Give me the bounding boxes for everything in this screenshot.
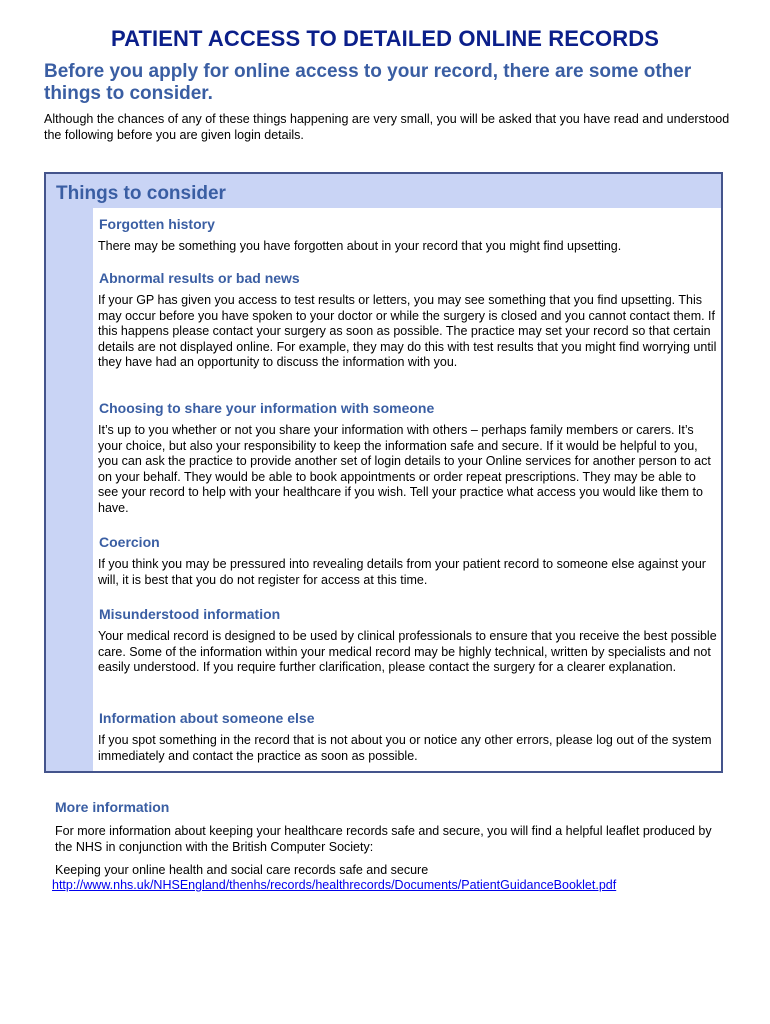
section-text: If you spot something in the record that is not about you or notice any other errors, please log out of the system immediately and contact the practice as soon as possible. xyxy=(98,733,712,763)
things-to-consider-panel xyxy=(44,172,723,773)
panel-body xyxy=(93,208,721,771)
page-subtitle: Before you apply for online access to your record, there are some other things to consider. xyxy=(44,61,692,104)
panel-title: Things to consider xyxy=(56,183,226,204)
leaflet-title: Keeping your online health and social care records safe and secure xyxy=(55,863,429,877)
section-coercion xyxy=(99,534,719,588)
section-forgotten-history xyxy=(99,216,719,255)
section-text: There may be something you have forgotten about in your record that you might find upsetting. xyxy=(98,239,622,253)
section-text: It’s up to you whether or not you share your information with others – perhaps family members or carers. It’s your choice, but also your responsibility to keep the information safe and secure. If it would be helpful to you, you can ask the practice to provide another set of login details to your Online services for another person to act on your behalf. They would be able to book appointments or order repeat prescriptions. They may be able to see your record to help with your healthcare if you wish. Tell your practice what access you would like them to have. xyxy=(98,423,711,515)
section-heading: Choosing to share your information with someone xyxy=(99,400,435,416)
section-abnormal-results xyxy=(99,270,719,371)
section-text: If you think you may be pressured into revealing details from your patient record to someone else against your will, it is best that you do not register for access at this time. xyxy=(98,557,706,587)
section-heading: Forgotten history xyxy=(99,216,215,232)
more-information-heading: More information xyxy=(55,799,170,815)
page-title: PATIENT ACCESS TO DETAILED ONLINE RECORDS xyxy=(110,26,660,51)
more-information-text: For more information about keeping your healthcare records safe and secure, you will find a helpful leaflet produced by the NHS in conjunction with the British Computer Society: xyxy=(55,824,712,854)
section-information-about-someone-else xyxy=(99,710,719,764)
section-sharing-information xyxy=(99,400,719,516)
intro-paragraph: Although the chances of any of these things happening are very small, you will be asked that you have read and understood the following before you are given login details. xyxy=(44,112,730,142)
section-heading: Misunderstood information xyxy=(99,606,281,622)
section-heading: Information about someone else xyxy=(99,710,315,726)
section-text: If your GP has given you access to test results or letters, you may see something that you find upsetting. This may occur before you have spoken to your doctor or while the surgery is closed and you cannot contact them. If this happens please contact your surgery as soon as possible. The practice may set your record so that certain details are not displayed online. For example, they may do this with test results that you might find worrying until they have had an opportunity to discuss the information with you. xyxy=(98,293,717,369)
section-text: Your medical record is designed to be used by clinical professionals to ensure that you receive the best possible care. Some of the information within your medical record may be highly technical, written by specialists and not easily understood. If you require further clarification, please contact the surgery for a clearer explanation. xyxy=(98,629,717,674)
section-heading: Abnormal results or bad news xyxy=(99,270,300,286)
section-heading: Coercion xyxy=(99,534,160,550)
section-misunderstood-information xyxy=(99,606,719,676)
leaflet-link[interactable]: http://www.nhs.uk/NHSEngland/thenhs/records/healthrecords/Documents/PatientGuidanceBooklet.pdf xyxy=(52,878,617,892)
